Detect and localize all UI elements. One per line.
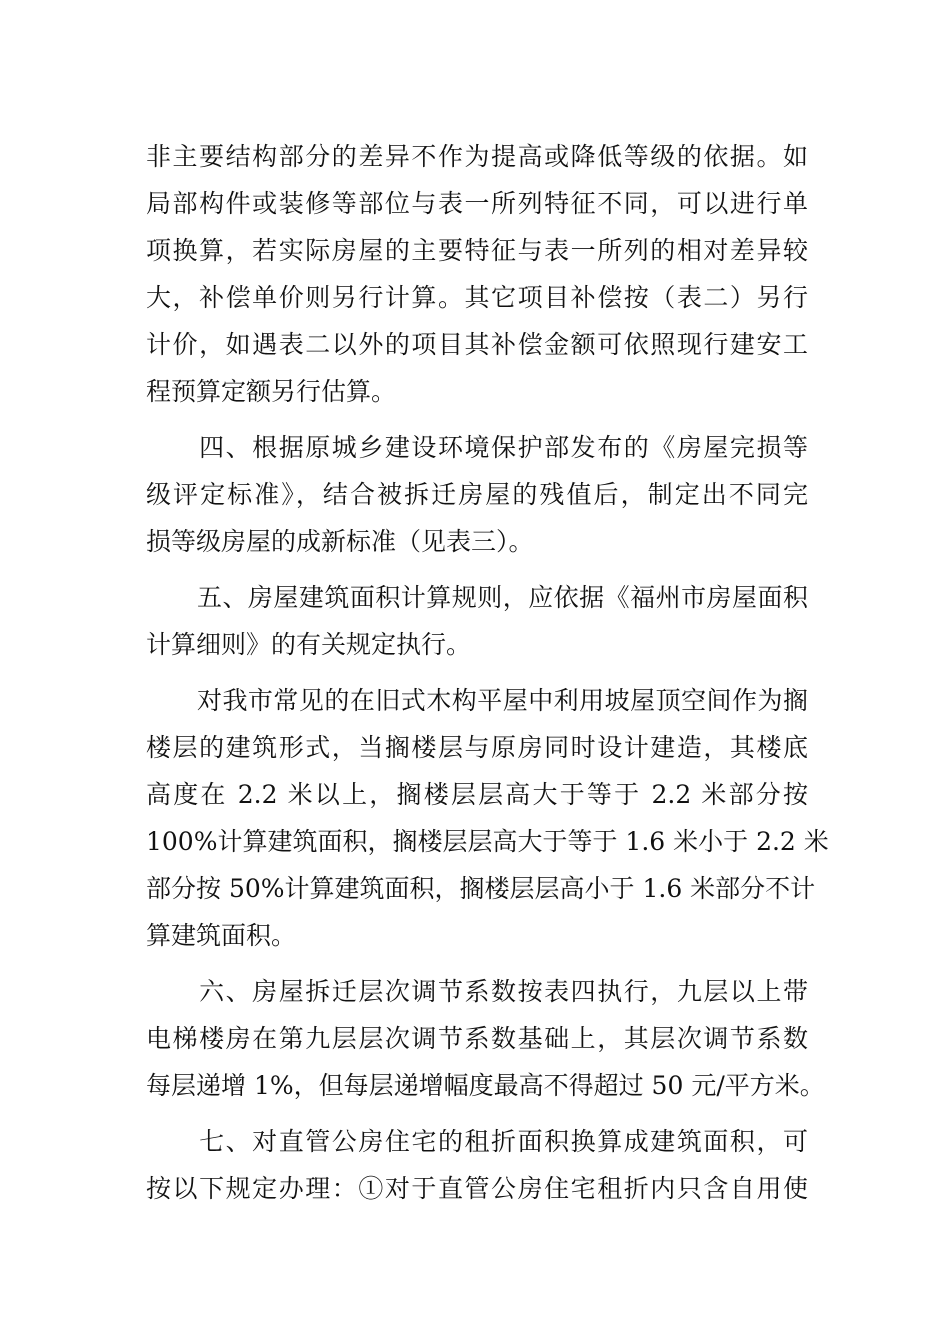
text-line: 五、房屋建筑面积计算规则，应依据《福州市房屋面积 <box>146 583 808 612</box>
text-line: 对我市常见的在旧式木构平屋中利用坡屋顶空间作为搁 <box>146 686 808 715</box>
document-body <box>146 133 829 1212</box>
paragraph-section-six <box>146 968 825 1109</box>
text-line: 算建筑面积。 <box>146 921 297 950</box>
text-line: 每层递增 1%，但每层递增幅度最高不得超过 50 元/平方米。 <box>146 1071 825 1100</box>
paragraph-section-four <box>146 424 808 565</box>
paragraph-section-five <box>146 574 808 668</box>
text-line: 高度在 2.2 米以上，搁楼层层高大于等于 2.2 米部分按 <box>146 780 808 809</box>
text-line: 楼层的建筑形式，当搁楼层与原房同时设计建造，其楼底 <box>146 733 808 762</box>
text-line: 六、房屋拆迁层次调节系数按表四执行，九层以上带 <box>146 977 808 1006</box>
text-line: 非主要结构部分的差异不作为提高或降低等级的依据。如 <box>146 142 808 171</box>
paragraph-grade-basis <box>146 133 808 415</box>
text-line: 损等级房屋的成新标准（见表三）。 <box>146 527 534 556</box>
text-line: 程预算定额另行估算。 <box>146 377 397 406</box>
text-line: 100%计算建筑面积，搁楼层层高大于等于 1.6 米小于 2.2 米 <box>146 827 829 856</box>
text-line: 局部构件或装修等部位与表一所列特征不同，可以进行单 <box>146 189 808 218</box>
text-line: 项换算，若实际房屋的主要特征与表一所列的相对差异较 <box>146 236 808 265</box>
text-line: 七、对直管公房住宅的租折面积换算成建筑面积，可 <box>146 1127 808 1156</box>
paragraph-attic-rules <box>146 677 829 959</box>
text-line: 计算细则》的有关规定执行。 <box>146 630 472 659</box>
text-line: 按以下规定办理：①对于直管公房住宅租折内只含自用使 <box>146 1174 808 1203</box>
text-line: 大，补偿单价则另行计算。其它项目补偿按（表二）另行 <box>146 283 808 312</box>
text-line: 部分按 50%计算建筑面积，搁楼层层高小于 1.6 米部分不计 <box>146 874 816 903</box>
text-line: 四、根据原城乡建设环境保护部发布的《房屋完损等 <box>146 433 808 462</box>
text-line: 计价，如遇表二以外的项目其补偿金额可依照现行建安工 <box>146 330 808 359</box>
text-line: 级评定标准》，结合被拆迁房屋的残值后，制定出不同完 <box>146 480 808 509</box>
text-line: 电梯楼房在第九层层次调节系数基础上，其层次调节系数 <box>146 1024 808 1053</box>
paragraph-section-seven <box>146 1118 808 1212</box>
